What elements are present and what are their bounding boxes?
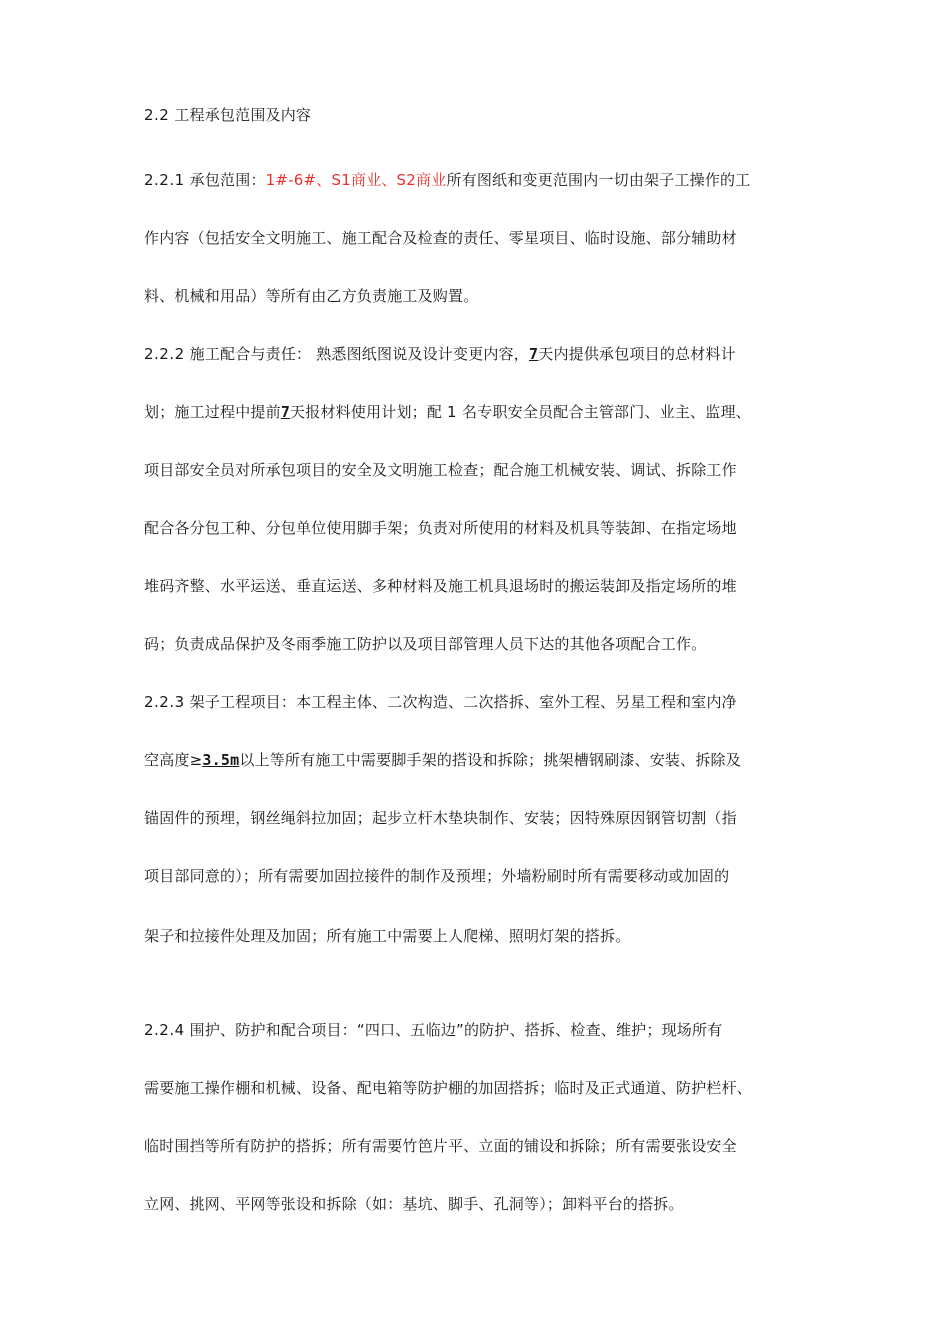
item-222-line-5: 堆码齐整、水平运送、垂直运送、多种材料及施工机具退场时的搬运装卸及指定场所的堆 bbox=[144, 577, 737, 595]
item-223-text-a: 架子工程项目：本工程主体、二次构造、二次搭拆、室外工程、另星工程和室内净 bbox=[189, 693, 737, 711]
item-222-line-2 bbox=[144, 402, 834, 422]
item-222-line-4: 配合各分包工种、分包单位使用脚手架；负责对所使用的材料及机具等装卸、在指定场地 bbox=[144, 519, 737, 537]
item-223-line-1 bbox=[144, 692, 834, 712]
item-222-days-2: 7 bbox=[280, 403, 291, 421]
item-224-line-4: 立网、挑网、平网等张设和拆除（如：基坑、脚手、孔洞等）；卸料平台的搭拆。 bbox=[144, 1195, 684, 1213]
item-222-text-b: 天内提供承包项目的总材料计 bbox=[538, 345, 736, 363]
item-221-number: 2.2.1 bbox=[144, 171, 185, 189]
item-223-line-4: 项目部同意的）；所有需要加固拉接件的制作及预埋；外墙粉刷时所有需要移动或加固的 bbox=[144, 867, 730, 885]
item-222-text-e: 名专职安全员配合主管部门、业主、监理、 bbox=[462, 403, 751, 421]
item-222-count: 1 bbox=[447, 403, 458, 421]
item-222-line-6: 码；负责成品保护及冬雨季施工防护以及项目部管理人员下达的其他各项配合工作。 bbox=[144, 635, 707, 653]
item-221-label: 承包范围： bbox=[189, 171, 266, 189]
item-223-line-3: 锚固件的预埋，钢丝绳斜拉加固；起步立杆木垫块制作、安装；因特殊原因钢管切割（指 bbox=[144, 809, 737, 827]
item-221-line-1 bbox=[144, 170, 834, 190]
item-221-line-2: 作内容（包括安全文明施工、施工配合及检查的责任、零星项目、临时设施、部分辅助材 bbox=[144, 229, 737, 247]
item-224-text-a: 围护、防护和配合项目：“四口、五临边”的防护、搭拆、检查、维护；现场所有 bbox=[189, 1021, 723, 1039]
item-222-text-c: 划；施工过程中提前 bbox=[144, 403, 281, 421]
item-223-text-b: 空高度≥ bbox=[144, 751, 203, 769]
item-223-line-2 bbox=[144, 750, 834, 770]
item-223-line-5: 架子和拉接件处理及加固；所有施工中需要上人爬梯、照明灯架的搭拆。 bbox=[144, 927, 631, 945]
section-title: 工程承包范围及内容 bbox=[174, 106, 312, 124]
item-223-number: 2.2.3 bbox=[144, 693, 185, 711]
item-224-line-1 bbox=[144, 1020, 834, 1040]
item-221-scope: 1#-6#、S1商业、S2商业 bbox=[265, 171, 447, 189]
item-224-number: 2.2.4 bbox=[144, 1021, 185, 1039]
item-224-line-2: 需要施工操作棚和机械、设备、配电箱等防护棚的加固搭拆；临时及正式通道、防护栏杆、 bbox=[144, 1079, 753, 1097]
item-222-line-3: 项目部安全员对所承包项目的安全及文明施工检查；配合施工机械安装、调试、拆除工作 bbox=[144, 461, 737, 479]
item-221-line-3: 料、机械和用品）等所有由乙方负责施工及购置。 bbox=[144, 287, 479, 305]
section-number: 2.2 bbox=[144, 106, 170, 124]
item-222-line-1 bbox=[144, 344, 834, 364]
item-222-number: 2.2.2 bbox=[144, 345, 185, 363]
section-heading bbox=[144, 105, 834, 125]
item-223-height: 3.5m bbox=[202, 751, 240, 769]
item-222-text-a: 施工配合与责任： 熟悉图纸图说及设计变更内容， bbox=[189, 345, 530, 363]
item-223-text-c: 以上等所有施工中需要脚手架的搭设和拆除；挑架槽钢刷漆、安装、拆除及 bbox=[239, 751, 741, 769]
item-221-text: 所有图纸和变更范围内一切由架子工操作的工 bbox=[446, 171, 751, 189]
item-222-text-d: 天报材料使用计划；配 bbox=[290, 403, 443, 421]
item-222-days-1: 7 bbox=[529, 345, 539, 363]
item-224-line-3: 临时围挡等所有防护的搭拆；所有需要竹笆片平、立面的铺设和拆除；所有需要张设安全 bbox=[144, 1137, 737, 1155]
